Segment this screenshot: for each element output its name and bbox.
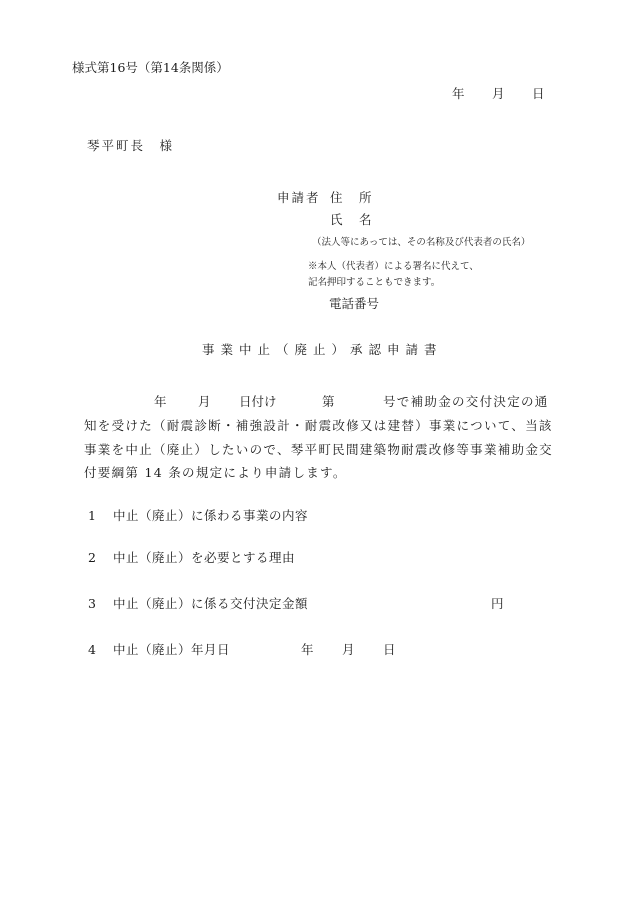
amount-unit: 円 [491,596,504,611]
body-line-4: 付要綱第 14 条の規定により申請します。 [84,465,347,480]
addressee: 琴平町長 様 [87,138,175,153]
body-line-3: 事業を中止（廃止）したいので、琴平町民間建築物耐震改修等事業補助金交 [84,442,553,457]
phone-label: 電話番号 [329,296,380,311]
item-text: 中止（廃止）に係る交付決定金額 [113,596,309,611]
date-day: 日 [532,86,545,101]
item-number: 1 [88,508,96,523]
item-number: 2 [88,550,96,565]
item-number: 4 [88,642,96,657]
item-month: 月 [342,642,355,657]
applicant-label: 申請者 [277,190,321,205]
date-month: 月 [492,86,505,101]
signature-note-2: 記名押印することもできます。 [308,277,441,288]
body-month: 月 [198,394,211,409]
body-line-2: 知を受けた（耐震診断・補強設計・耐震改修又は建替）事業について、当該 [84,418,553,433]
name-note: （法人等にあっては、その名称及び代表者の氏名） [312,237,531,248]
body-line1-rest: 号で補助金の交付決定の通 [383,394,549,409]
item-text: 中止（廃止）年月日 [113,642,231,657]
item-text: 中止（廃止）を必要とする理由 [113,550,296,565]
body-year: 年 [154,394,167,409]
item-year: 年 [301,642,314,657]
document-title: 事業中止（廃止）承認申請書 [202,342,443,357]
signature-note-1: ※本人（代表者）による署名に代えて、 [308,261,479,272]
item-day: 日 [383,642,396,657]
body-day: 日付け [239,394,277,409]
item-text: 中止（廃止）に係わる事業の内容 [113,508,309,523]
body-number-label: 第 [322,394,335,409]
name-label: 氏 名 [330,212,374,227]
date-year: 年 [452,86,465,101]
item-number: 3 [88,596,96,611]
form-number: 様式第16号（第14条関係） [72,60,229,75]
address-label: 住 所 [330,190,374,205]
